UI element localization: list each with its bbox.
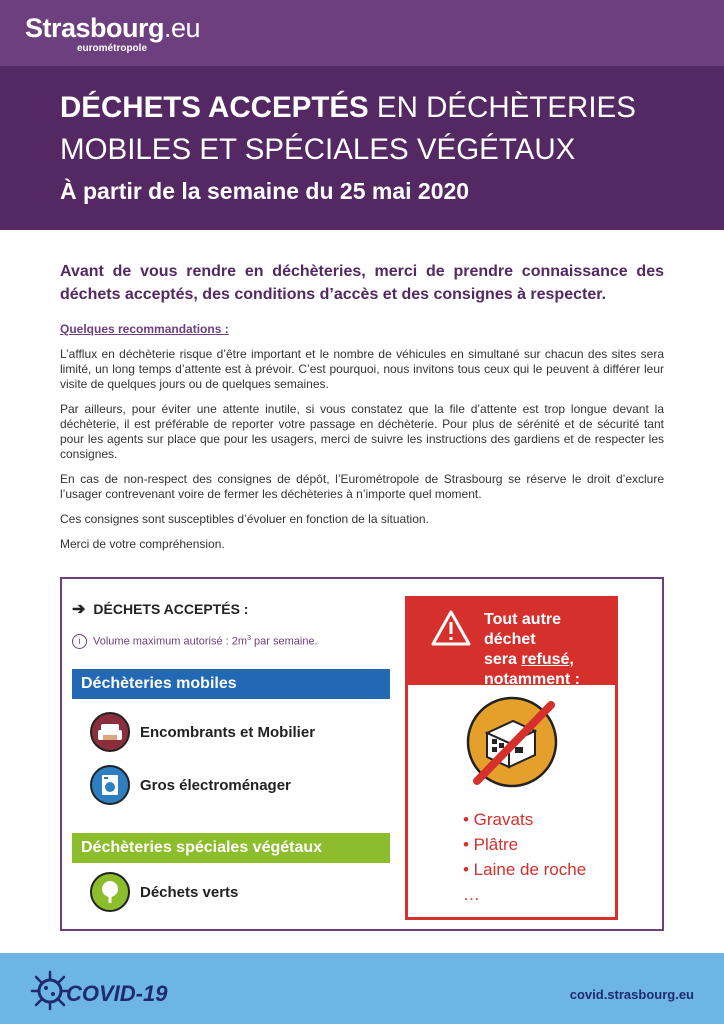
rubble-crossed-icon (465, 695, 559, 789)
volume-note-sup: 3 (247, 634, 251, 642)
refused-line2 (484, 650, 615, 670)
strasbourg-logo[interactable] (25, 13, 201, 54)
list-item-label: Gros électroménager (140, 777, 291, 794)
title-rest: EN DÉCHÈTERIES (368, 91, 636, 124)
refused-waste-box (405, 596, 618, 920)
accepted-heading (72, 599, 248, 619)
title-bold: DÉCHETS ACCEPTÉS (60, 91, 369, 124)
recommendations-heading: Quelques recommandations : (60, 322, 229, 336)
paragraph: En cas de non-respect des consignes de dépôt, l’Eurométropole de Strasbourg se réserve le droit d’exclure l’usager contrevenant voire de fermer les déchèteries à n’importe quel moment. (60, 472, 664, 501)
refused-line2-post: , (569, 651, 574, 668)
paragraph: L’afflux en déchèterie risque d’être important et le nombre de véhicules en simultané sur chacun des sites sera limité, un long temps d’attente est à prévoir. C’est pourquoi, nous invitons tous ceux qui le peuvent à différer leur visite de quelques jours ou de quelques semaines. (60, 347, 664, 391)
virus-icon (30, 967, 70, 1011)
logo-tld: .eu (164, 13, 201, 43)
refused-item: • Laine de roche (463, 860, 587, 879)
section-mobile-title: Déchèteries mobiles (72, 669, 390, 699)
warning-icon (430, 609, 472, 647)
arrow-right-icon: ➔ (72, 601, 86, 618)
refused-line2-pre: sera (484, 651, 522, 668)
paragraph: Par ailleurs, pour éviter une attente inutile, si vous constatez que la file d’attente est trop longue devant la déchèterie, il est préférable de reporter votre passage en déchèterie. Pour plus de sérénité et de sécurité tant pour les agents sur place que pour les usagers, merci de suivre les instructions des gardiens et de respecter les consignes. (60, 402, 664, 461)
footer (0, 953, 724, 1024)
refused-header (408, 599, 615, 688)
armchair-icon (90, 712, 130, 752)
refused-word: refusé (521, 651, 570, 668)
tree-icon (90, 872, 130, 912)
body-text (60, 347, 664, 562)
refused-item: • Gravats (463, 810, 534, 829)
refused-line3: notamment : (484, 671, 580, 688)
list-item-label: Déchets verts (140, 884, 239, 901)
paragraph: Ces consignes sont susceptibles d’évoluer en fonction de la situation. (60, 512, 429, 526)
page-subtitle: À partir de la semaine du 25 mai 2020 (60, 178, 470, 204)
info-icon: i (72, 634, 87, 649)
list-item-label: Encombrants et Mobilier (140, 724, 316, 741)
accepted-heading-label: DÉCHETS ACCEPTÉS : (93, 601, 249, 617)
volume-note (72, 634, 318, 649)
title-banner (0, 66, 724, 230)
refused-item: … (463, 885, 480, 904)
page-title-line2: MOBILES ET SPÉCIALES VÉGÉTAUX (60, 133, 576, 166)
volume-note-text: Volume maximum autorisé : 2m (93, 635, 248, 648)
top-bar (0, 0, 724, 66)
paragraph: Merci de votre compréhension. (60, 537, 225, 551)
volume-note-end: par semaine. (250, 635, 318, 648)
covid-label: COVID-19 (66, 981, 168, 1006)
refused-text (484, 610, 615, 690)
refused-item: • Plâtre (463, 835, 519, 854)
washing-machine-icon (90, 765, 130, 805)
section-green-title: Déchèteries spéciales végétaux (72, 833, 390, 863)
website-link[interactable]: covid.strasbourg.eu (569, 987, 694, 1002)
page-title-line1 (60, 92, 636, 124)
refused-line1: Tout autre déchet (484, 611, 562, 648)
refused-list (463, 807, 586, 907)
logo-subtitle: eurométropole (77, 43, 148, 54)
intro-paragraph: Avant de vous rendre en déchèteries, merci de prendre connaissance des déchets acceptés, des conditions d’accès et des consignes à respecter. (60, 263, 664, 303)
logo-name: Strasbourg (25, 13, 165, 43)
